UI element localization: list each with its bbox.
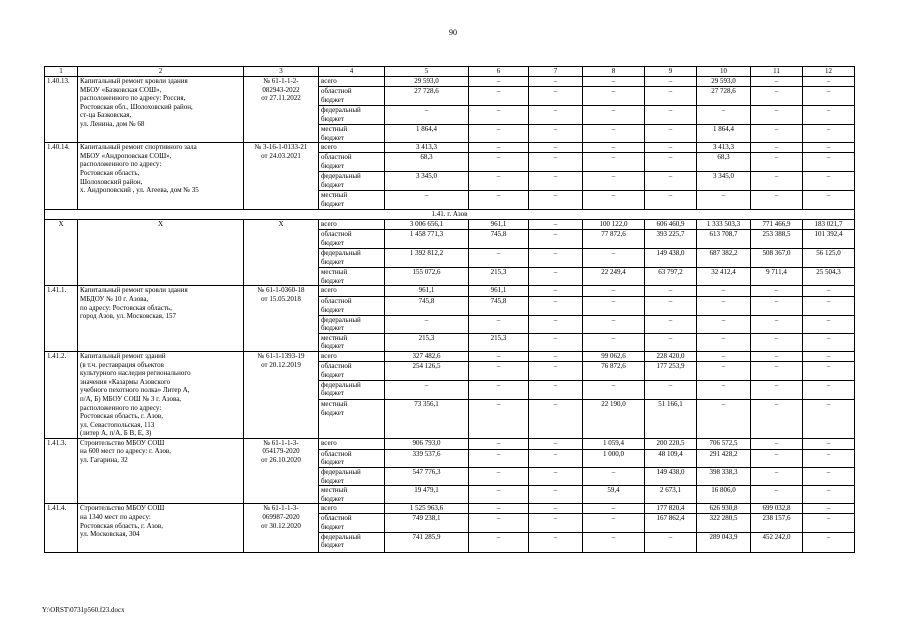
amount-cell: 393 225,7 [645,230,697,249]
amount-cell: 149 438,0 [645,249,697,268]
amount-cell: – [469,125,529,143]
amount-cell: – [803,87,855,106]
amount-cell: 200 220,5 [645,438,697,449]
column-header: 7 [529,67,583,77]
item-number: 1.40.13. [45,77,78,143]
funding-source: федеральный бюджет [319,106,385,125]
amount-cell: – [751,191,803,210]
amount-cell: 22 249,4 [583,268,645,286]
amount-cell: 327 482,6 [385,351,469,361]
amount-cell: 291 428,2 [697,449,751,467]
amount-cell: – [803,191,855,210]
amount-cell: – [751,380,803,399]
amount-cell: – [385,380,469,399]
amount-cell: – [803,449,855,467]
amount-cell: – [803,400,855,439]
amount-cell: – [529,172,583,191]
amount-cell: 19 479,1 [385,486,469,504]
amount-cell: 3 345,0 [697,172,751,191]
funding-source: федеральный бюджет [319,249,385,268]
amount-cell: 961,1 [469,220,529,230]
amount-cell: – [385,191,469,210]
amount-cell: 3 413,3 [385,143,469,153]
amount-cell: 76 872,6 [583,362,645,381]
column-header: 8 [583,67,645,77]
funding-source: областной бюджет [319,297,385,315]
amount-cell: – [751,351,803,361]
table-row [45,77,855,87]
item-number: 1.40.14. [45,143,78,210]
amount-cell: 25 504,3 [803,268,855,286]
funding-source: федеральный бюджет [319,380,385,399]
amount-cell: 749 238,1 [385,514,469,532]
page-number: 90 [449,28,457,37]
funding-source: всего [319,143,385,153]
amount-cell: – [583,380,645,399]
amount-cell: – [697,297,751,315]
amount-cell: – [469,400,529,439]
amount-cell: 215,3 [469,333,529,351]
column-header: 9 [645,67,697,77]
amount-cell: – [697,106,751,125]
amount-cell: – [529,220,583,230]
funding-source: местный бюджет [319,125,385,143]
amount-cell: – [583,249,645,268]
header-row [45,67,855,77]
amount-cell: – [583,297,645,315]
funding-source: местный бюджет [319,268,385,286]
amount-cell: 906 793,0 [385,438,469,449]
amount-cell: 100 122,0 [583,220,645,230]
amount-cell: 745,8 [469,230,529,249]
amount-cell: 77 872,6 [583,230,645,249]
amount-cell: 27 728,6 [697,87,751,106]
amount-cell: – [645,87,697,106]
amount-cell: – [583,532,645,552]
amount-cell: 63 797,2 [645,268,697,286]
amount-cell: – [529,514,583,532]
amount-cell: – [803,172,855,191]
amount-cell: – [645,333,697,351]
amount-cell: – [803,514,855,532]
amount-cell: 508 367,0 [751,249,803,268]
amount-cell: – [583,172,645,191]
amount-cell: – [469,438,529,449]
funding-source: всего [319,504,385,514]
amount-cell: 626 930,8 [697,504,751,514]
funding-source: местный бюджет [319,191,385,210]
amount-cell: 322 280,5 [697,514,751,532]
funding-source: федеральный бюджет [319,315,385,333]
column-header: 4 [319,67,385,77]
amount-cell: – [583,87,645,106]
amount-cell: – [751,153,803,172]
amount-cell: – [697,191,751,210]
column-header: 1 [45,67,78,77]
amount-cell: 9 711,4 [751,268,803,286]
amount-cell: – [469,449,529,467]
amount-cell: – [803,486,855,504]
amount-cell: – [529,532,583,552]
amount-cell: 289 043,9 [697,532,751,552]
column-header: 11 [751,67,803,77]
amount-cell: – [529,143,583,153]
amount-cell: – [583,143,645,153]
column-header: 10 [697,67,751,77]
amount-cell: 29 593,0 [385,77,469,87]
amount-cell: – [469,362,529,381]
amount-cell: – [645,532,697,552]
amount-cell: – [583,514,645,532]
amount-cell: – [645,153,697,172]
amount-cell: 29 593,0 [697,77,751,87]
amount-cell: 1 864,4 [697,125,751,143]
amount-cell: 1 392 812,2 [385,249,469,268]
item-number: 1.41.1. [45,286,78,352]
amount-cell: – [469,486,529,504]
amount-cell: – [803,438,855,449]
amount-cell: – [583,504,645,514]
amount-cell: 1 000,0 [583,449,645,467]
amount-cell: – [803,297,855,315]
amount-cell: 745,8 [385,297,469,315]
funding-source: всего [319,438,385,449]
amount-cell: 228 420,0 [645,351,697,361]
item-number: Х [45,220,78,286]
amount-cell: 101 392,4 [803,230,855,249]
amount-cell: 16 806,0 [697,486,751,504]
amount-cell: – [583,191,645,210]
amount-cell: 48 109,4 [645,449,697,467]
amount-cell: – [751,286,803,297]
amount-cell: – [803,362,855,381]
amount-cell: – [751,87,803,106]
table-row [45,286,855,297]
amount-cell: – [803,153,855,172]
item-name: Капитальный ремонт зданий (в т.ч. реставрация объектов культурного наследия регионального значения «Казармы Азовского учебного пехотного полка» Литер А, п/А, Б) МБОУ СОШ № 3 г. Азова, расположенного по адресу: Ростовская область, г. Азов, ул. Севастопольская, 113 (литер А, п/А, Б В, Е, З) [78,351,244,438]
amount-cell: 3 006 656,1 [385,220,469,230]
amount-cell: 706 572,5 [697,438,751,449]
amount-cell: – [803,315,855,333]
amount-cell: – [469,143,529,153]
funding-source: областной бюджет [319,230,385,249]
amount-cell: – [469,351,529,361]
budget-table [44,66,855,553]
funding-source: местный бюджет [319,400,385,439]
amount-cell: 177 820,4 [645,504,697,514]
item-name: Х [78,220,244,286]
funding-source: всего [319,286,385,297]
funding-source: областной бюджет [319,362,385,381]
column-header: 5 [385,67,469,77]
amount-cell: 1 333 503,3 [697,220,751,230]
amount-cell: – [645,380,697,399]
amount-cell: – [803,77,855,87]
amount-cell: – [529,77,583,87]
amount-cell: – [645,191,697,210]
amount-cell: – [469,106,529,125]
column-header: 6 [469,67,529,77]
amount-cell: – [803,504,855,514]
table-row [45,143,855,153]
item-name: Строительство МБОУ СОШ на 600 мест по адресу: г. Азов, ул. Гагарина, 32 [78,438,244,504]
amount-cell: – [697,315,751,333]
amount-cell: – [697,286,751,297]
amount-cell: – [645,315,697,333]
amount-cell: – [385,315,469,333]
funding-source: федеральный бюджет [319,532,385,552]
amount-cell: – [469,172,529,191]
amount-cell: 167 862,4 [645,514,697,532]
amount-cell: – [529,268,583,286]
table-row [45,351,855,361]
amount-cell: – [529,315,583,333]
amount-cell: – [697,351,751,361]
item-document: № 3-16-1-0133-21 от 24.03.2021 [244,143,319,210]
amount-cell: 215,3 [385,333,469,351]
amount-cell: – [529,230,583,249]
column-header: 3 [244,67,319,77]
amount-cell: 961,1 [469,286,529,297]
amount-cell: – [803,286,855,297]
amount-cell: 1 059,4 [583,438,645,449]
table-row [45,220,855,230]
amount-cell: 32 412,4 [697,268,751,286]
amount-cell: – [529,449,583,467]
item-document: № 61-1-1-3- 069987-2020 от 30.12.2020 [244,504,319,552]
amount-cell: – [751,333,803,351]
amount-cell: – [751,297,803,315]
item-name: Капитальный ремонт кровли здания МБОУ «Базковская СОШ», расположенного по адресу: Россия, Ростовская обл., Шолоховский район, ст-ца Базковская, ул. Ленина, дом № 68 [78,77,244,143]
amount-cell: – [751,106,803,125]
amount-cell: 253 388,5 [751,230,803,249]
amount-cell: 22 190,0 [583,400,645,439]
amount-cell: 3 345,0 [385,172,469,191]
amount-cell: – [645,125,697,143]
amount-cell: 183 021,7 [803,220,855,230]
amount-cell: – [529,504,583,514]
amount-cell: – [469,153,529,172]
amount-cell: – [529,400,583,439]
item-document: № 61-1-1-3- 054179-2020 от 26.10.2020 [244,438,319,504]
amount-cell: – [751,400,803,439]
amount-cell: 613 708,7 [697,230,751,249]
amount-cell: – [645,77,697,87]
amount-cell: – [529,191,583,210]
amount-cell: – [529,438,583,449]
amount-cell: – [583,153,645,172]
amount-cell: – [583,125,645,143]
amount-cell: 51 166,1 [645,400,697,439]
amount-cell: – [529,286,583,297]
amount-cell: – [583,315,645,333]
amount-cell: – [803,532,855,552]
amount-cell: 1 458 771,3 [385,230,469,249]
amount-cell: – [385,106,469,125]
amount-cell: 56 125,0 [803,249,855,268]
funding-source: местный бюджет [319,486,385,504]
item-name: Капитальный ремонт спортивного зала МБОУ «Андроповская СОШ», расположенного по адресу: Ростовская область, Шолоховский район, х. Андроповский , ул. Агеева, дом № 35 [78,143,244,210]
item-document: № 61-1-1393-19 от 20.12.2019 [244,351,319,438]
amount-cell: – [751,486,803,504]
amount-cell: – [469,380,529,399]
amount-cell: 2 673,1 [645,486,697,504]
funding-source: всего [319,77,385,87]
amount-cell: 687 382,2 [697,249,751,268]
amount-cell: – [529,87,583,106]
amount-cell: – [469,191,529,210]
section-title: 1.41. г. Азов [45,210,855,220]
amount-cell: – [697,362,751,381]
amount-cell: 3 413,3 [697,143,751,153]
amount-cell: – [645,106,697,125]
amount-cell: 452 242,0 [751,532,803,552]
amount-cell: – [751,315,803,333]
funding-source: областной бюджет [319,87,385,106]
funding-source: всего [319,220,385,230]
amount-cell: 73 356,1 [385,400,469,439]
amount-cell: – [583,77,645,87]
amount-cell: – [645,286,697,297]
amount-cell: – [697,380,751,399]
amount-cell: – [751,172,803,191]
amount-cell: 238 157,6 [751,514,803,532]
item-document: № 61-1-0360-18 от 15.05.2018 [244,286,319,352]
amount-cell: – [583,468,645,486]
amount-cell: – [751,449,803,467]
table-row [45,438,855,449]
amount-cell: – [469,87,529,106]
amount-cell: 741 285,9 [385,532,469,552]
amount-cell: – [469,249,529,268]
table-row [45,504,855,514]
item-name: Строительство МБОУ СОШ на 1340 мест по адресу: Ростовская область, г. Азов, ул. Московская, 304 [78,504,244,552]
amount-cell: – [529,249,583,268]
amount-cell: 606 460,9 [645,220,697,230]
amount-cell: – [803,351,855,361]
funding-source: всего [319,351,385,361]
amount-cell: 771 466,9 [751,220,803,230]
amount-cell: – [803,468,855,486]
amount-cell: – [469,315,529,333]
item-name: Капитальный ремонт кровли здания МБДОУ № 10 г. Азова, по адресу: Ростовская область, город Азов, ул. Московская, 157 [78,286,244,352]
amount-cell: – [529,486,583,504]
amount-cell: 254 126,5 [385,362,469,381]
amount-cell: – [803,333,855,351]
amount-cell: 547 776,3 [385,468,469,486]
amount-cell: – [469,468,529,486]
amount-cell: 155 072,6 [385,268,469,286]
amount-cell: 68,3 [385,153,469,172]
amount-cell: – [529,362,583,381]
amount-cell: 745,8 [469,297,529,315]
item-document: Х [244,220,319,286]
amount-cell: – [529,468,583,486]
amount-cell: 699 032,8 [751,504,803,514]
amount-cell: 149 438,0 [645,468,697,486]
funding-source: федеральный бюджет [319,468,385,486]
amount-cell: 27 728,6 [385,87,469,106]
amount-cell: 1 525 963,6 [385,504,469,514]
amount-cell: – [469,504,529,514]
amount-cell: – [529,106,583,125]
amount-cell: – [803,143,855,153]
amount-cell: – [751,125,803,143]
amount-cell: – [803,380,855,399]
amount-cell: 1 864,4 [385,125,469,143]
item-document: № 61-1-1-2- 082943-2022 от 27.11.2022 [244,77,319,143]
funding-source: местный бюджет [319,333,385,351]
footer-file-path: Y:\ORST\0731p560.f23.docx [42,606,125,614]
amount-cell: – [529,153,583,172]
item-number: 1.41.3. [45,438,78,504]
amount-cell: – [529,297,583,315]
amount-cell: – [645,143,697,153]
amount-cell: – [529,333,583,351]
item-number: 1.41.2. [45,351,78,438]
amount-cell: 99 062,6 [583,351,645,361]
amount-cell: – [583,106,645,125]
amount-cell: – [469,532,529,552]
amount-cell: – [529,125,583,143]
funding-source: областной бюджет [319,153,385,172]
amount-cell: 215,3 [469,268,529,286]
amount-cell: – [645,172,697,191]
funding-source: областной бюджет [319,449,385,467]
amount-cell: 68,3 [697,153,751,172]
amount-cell: – [751,438,803,449]
amount-cell: – [751,77,803,87]
amount-cell: – [697,400,751,439]
amount-cell: – [803,106,855,125]
amount-cell: – [469,77,529,87]
amount-cell: – [751,362,803,381]
funding-source: областной бюджет [319,514,385,532]
item-number: 1.41.4. [45,504,78,552]
section-row [45,210,855,220]
amount-cell: – [803,125,855,143]
amount-cell: 339 537,6 [385,449,469,467]
amount-cell: 59,4 [583,486,645,504]
amount-cell: – [469,514,529,532]
funding-source: федеральный бюджет [319,172,385,191]
amount-cell: 398 338,3 [697,468,751,486]
amount-cell: – [751,468,803,486]
amount-cell: 177 253,9 [645,362,697,381]
amount-cell: – [529,380,583,399]
column-header: 12 [803,67,855,77]
amount-cell: – [583,333,645,351]
amount-cell: 961,1 [385,286,469,297]
amount-cell: – [697,333,751,351]
amount-cell: – [529,351,583,361]
amount-cell: – [583,286,645,297]
amount-cell: – [751,143,803,153]
amount-cell: – [645,297,697,315]
column-header: 2 [78,67,244,77]
